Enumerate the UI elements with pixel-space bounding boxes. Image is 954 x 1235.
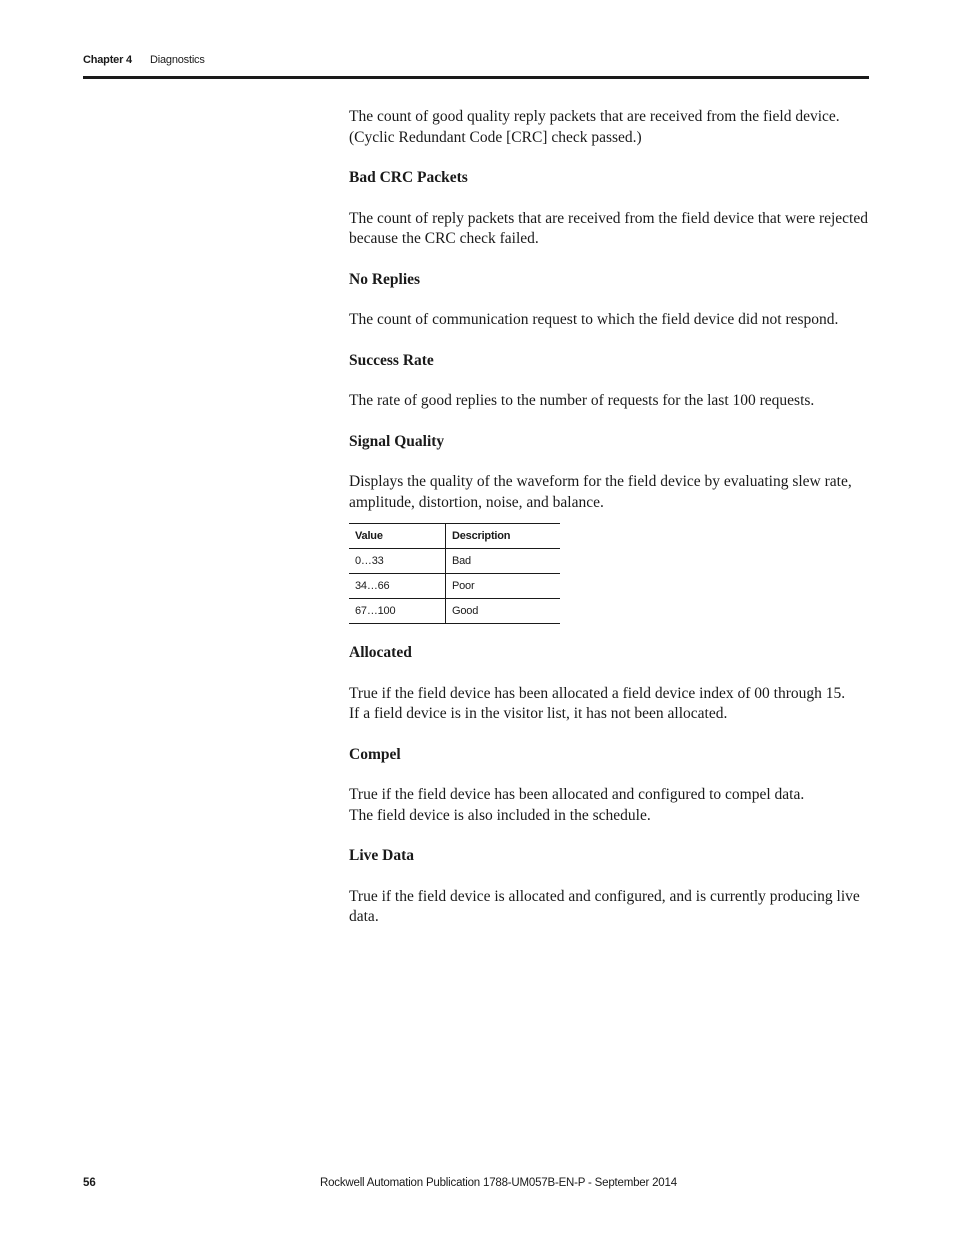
table-header-value: Value — [349, 524, 446, 549]
table-cell-description: Bad — [446, 549, 561, 574]
compel-line-2: The field device is also included in the schedule. — [349, 806, 651, 824]
table-cell-description: Poor — [446, 574, 561, 599]
page-number: 56 — [83, 1177, 96, 1189]
page-header — [83, 52, 869, 79]
allocated-paragraph — [349, 684, 869, 725]
signal-quality-table — [349, 523, 560, 624]
allocated-line-1: True if the field device has been allocated a field device index of 00 through 15. — [349, 684, 846, 702]
table-cell-value: 0…33 — [349, 549, 446, 574]
table-header-row — [349, 524, 560, 549]
intro-paragraph: The count of good quality reply packets that are received from the field device. (Cyclic Redundant Code [CRC] check passed.) — [349, 108, 840, 146]
allocated-heading: Allocated — [349, 644, 412, 661]
bad-crc-paragraph: The count of reply packets that are received from the field device that were rejected because the CRC check failed. — [349, 209, 868, 247]
table-cell-description: Good — [446, 599, 561, 624]
live-data-heading: Live Data — [349, 847, 415, 864]
table-cell-value: 34…66 — [349, 574, 446, 599]
table-row — [349, 549, 560, 574]
main-content — [349, 107, 869, 928]
compel-heading: Compel — [349, 745, 401, 763]
table-row — [349, 599, 560, 624]
compel-paragraph — [349, 785, 869, 826]
signal-quality-heading: Signal Quality — [349, 432, 445, 450]
table-header-description: Description — [446, 524, 561, 549]
success-rate-heading: Success Rate — [349, 351, 434, 369]
table-row — [349, 574, 560, 599]
allocated-line-2: If a field device is in the visitor list, it has not been allocated. — [349, 705, 728, 722]
no-replies-heading: No Replies — [349, 270, 421, 288]
no-replies-paragraph: The count of communication request to which the field device did not respond. — [349, 311, 839, 328]
table-cell-value: 67…100 — [349, 599, 446, 624]
publication-info: Rockwell Automation Publication 1788-UM057B-EN-P - September 2014 — [320, 1177, 677, 1189]
chapter-label: Chapter 4 — [83, 54, 132, 66]
section-label: Diagnostics — [150, 54, 205, 66]
compel-line-1: True if the field device has been allocated and configured to compel data. — [349, 786, 805, 803]
bad-crc-heading: Bad CRC Packets — [349, 169, 468, 186]
success-rate-paragraph: The rate of good replies to the number of requests for the last 100 requests. — [349, 392, 815, 409]
live-data-paragraph: True if the field device is allocated and configured, and is currently producing live data. — [349, 887, 860, 925]
signal-quality-paragraph: Displays the quality of the waveform for the field device by evaluating slew rate, amplitude, distortion, noise, and balance. — [349, 473, 852, 511]
